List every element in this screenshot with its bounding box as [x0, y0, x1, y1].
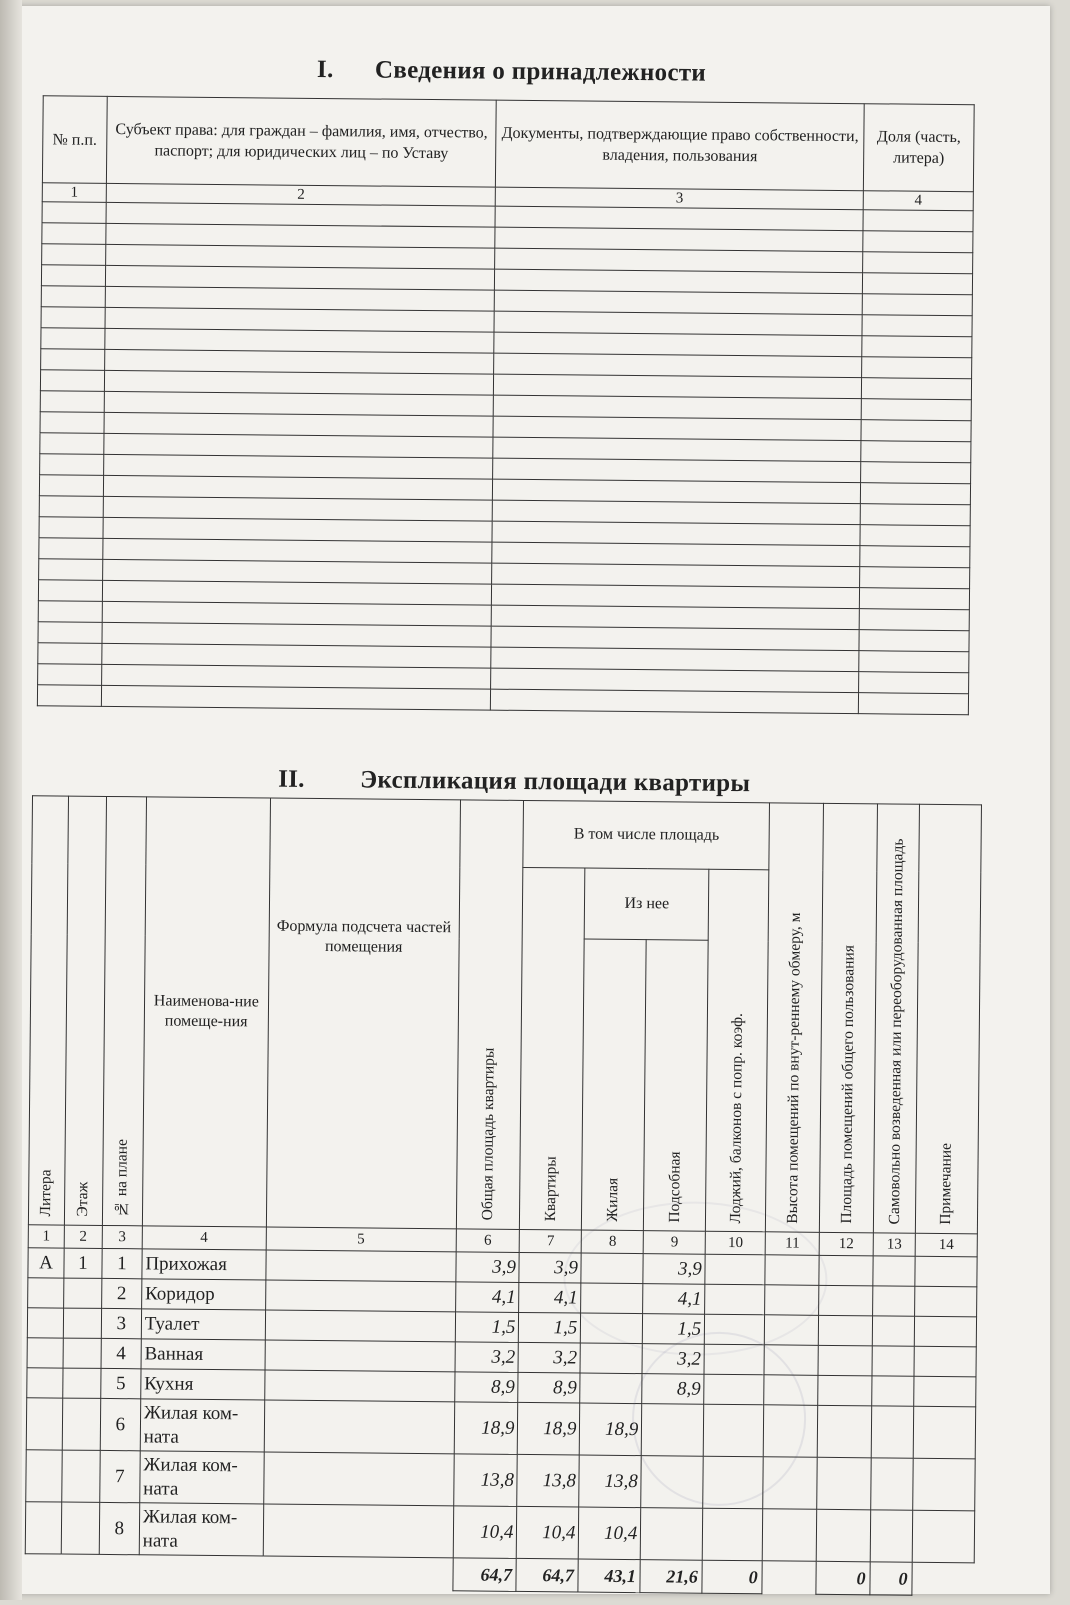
header-plan-no: № на плане	[102, 796, 146, 1225]
plan-no-cell: 2	[102, 1278, 142, 1308]
ownership-cell	[859, 651, 969, 673]
section2-heading	[278, 766, 750, 799]
ownership-cell	[39, 496, 103, 518]
formula-cell	[266, 1250, 456, 1282]
common-cell	[819, 1255, 873, 1286]
self-built-cell	[873, 1256, 915, 1286]
apartment-area-cell: 1,5	[519, 1312, 581, 1343]
self-built-cell	[871, 1458, 913, 1510]
header-common-area: Площадь помещений общего пользования	[819, 803, 877, 1232]
floor-cell	[63, 1368, 101, 1398]
living-area-cell	[580, 1343, 642, 1374]
formula-cell	[263, 1452, 453, 1506]
document-page	[20, 0, 1035, 1605]
loggia-cell	[704, 1374, 764, 1405]
height-cell	[764, 1345, 818, 1376]
common-cell	[816, 1509, 870, 1562]
common-cell	[818, 1375, 872, 1406]
aux-area-cell: 1,5	[643, 1314, 705, 1345]
apartment-area-cell: 10,4	[517, 1506, 579, 1559]
loggia-cell	[705, 1254, 765, 1285]
floor-cell	[63, 1308, 101, 1338]
ownership-cell	[41, 328, 105, 350]
height-cell	[762, 1509, 816, 1562]
ownership-cell	[40, 370, 104, 392]
height-cell	[764, 1315, 818, 1346]
ownership-cell	[39, 538, 103, 560]
ownership-cell	[38, 643, 102, 665]
ownership-cell	[491, 689, 859, 714]
plan-no-cell: 5	[101, 1368, 141, 1398]
room-name-cell: Кухня	[141, 1369, 265, 1400]
header-documents: Документы, подтверждающие право собственности, владения, пользования	[496, 100, 864, 191]
apartment-area-cell: 18,9	[518, 1402, 580, 1455]
living-area-cell	[581, 1313, 643, 1344]
ownership-cell	[859, 672, 969, 694]
col-num: 11	[765, 1232, 819, 1256]
ownership-cell	[861, 420, 971, 442]
total-area-cell: 4,1	[455, 1282, 519, 1313]
room-name-cell: Жилая ком-ната	[140, 1399, 264, 1452]
ownership-cell	[861, 399, 971, 421]
floor-cell	[64, 1278, 102, 1308]
ownership-cell	[41, 349, 105, 371]
ownership-cell	[859, 630, 969, 652]
room-name-cell: Жилая ком-ната	[140, 1451, 264, 1504]
header-formula: Формула подсчета частей помещения	[266, 798, 460, 1229]
ownership-cell	[42, 244, 106, 266]
litera-cell	[28, 1278, 64, 1308]
ownership-cell	[861, 462, 971, 484]
apartment-area-sum: 64,7	[516, 1558, 578, 1592]
ownership-cell	[40, 391, 104, 413]
litera-cell	[27, 1368, 63, 1398]
ownership-cell	[860, 483, 970, 505]
header-including-area: В том числе площадь	[523, 800, 769, 869]
header-loggia: Лоджий, балконов с попр. коэф.	[706, 869, 769, 1232]
ownership-cell	[860, 567, 970, 589]
ownership-cell	[860, 546, 970, 568]
page-edge	[0, 0, 22, 1600]
total-area-cell: 8,9	[454, 1372, 518, 1403]
room-name-cell: Коридор	[141, 1279, 265, 1310]
ownership-cell	[859, 588, 969, 610]
note-cell	[915, 1286, 977, 1317]
ownership-cell	[39, 559, 103, 581]
ownership-cell	[862, 336, 972, 358]
header-aux: Подсобная	[644, 940, 709, 1232]
height-cell	[765, 1285, 819, 1316]
formula-cell	[265, 1310, 455, 1342]
height-cell	[763, 1405, 817, 1458]
apartment-area-cell: 3,9	[519, 1252, 581, 1283]
col-num: 3	[102, 1225, 142, 1248]
ownership-cell	[860, 525, 970, 547]
ownership-cell	[860, 504, 970, 526]
room-name-cell: Жилая ком-ната	[139, 1503, 263, 1556]
plan-no-cell: 4	[101, 1338, 141, 1368]
header-share: Доля (часть, литера)	[863, 104, 974, 192]
ownership-cell	[40, 454, 104, 476]
header-subject: Субъект права: для граждан – фамилия, имя, отчество, паспорт; для юридических лиц – по Уставу	[106, 96, 496, 187]
floor-cell	[62, 1450, 100, 1502]
ownership-cell	[42, 202, 106, 224]
section1-title: Сведения о принадлежности	[374, 56, 707, 87]
litera-cell	[26, 1450, 62, 1502]
litera-cell: А	[28, 1248, 64, 1278]
apartment-area-cell: 8,9	[518, 1372, 580, 1403]
ownership-table	[37, 95, 975, 715]
ownership-empty-rows	[37, 202, 973, 715]
height-cell	[763, 1457, 817, 1510]
col-num: 6	[456, 1229, 520, 1253]
common-cell	[818, 1345, 872, 1376]
self-built-area-sum: 0	[870, 1562, 912, 1595]
section2-title: Экспликация площади квартиры	[360, 766, 751, 798]
loggia-cell	[702, 1508, 762, 1561]
common-cell	[817, 1405, 871, 1458]
room-name-cell: Туалет	[141, 1309, 265, 1340]
formula-cell	[264, 1370, 454, 1402]
plan-no-cell: 8	[99, 1502, 139, 1554]
litera-cell	[27, 1308, 63, 1338]
living-area-sum: 43,1	[578, 1559, 640, 1593]
header-total-area: Общая площадь квартиры	[456, 800, 524, 1230]
ownership-cell	[40, 412, 104, 434]
ownership-cell	[38, 601, 102, 623]
loggia-area-sum: 0	[702, 1560, 762, 1594]
ownership-cell	[863, 231, 973, 253]
room-row	[25, 1502, 974, 1563]
aux-area-cell	[641, 1508, 703, 1561]
aux-area-cell: 4,1	[643, 1284, 705, 1315]
formula-cell	[265, 1340, 455, 1372]
header-litera: Литера	[28, 796, 68, 1225]
floor-cell	[61, 1502, 99, 1554]
note-cell	[912, 1510, 975, 1563]
note-cell	[913, 1458, 976, 1511]
total-area-cell: 3,9	[455, 1252, 519, 1283]
note-cell	[914, 1376, 976, 1407]
formula-cell	[265, 1280, 455, 1312]
common-cell	[819, 1285, 873, 1316]
ownership-cell	[861, 441, 971, 463]
litera-cell	[25, 1502, 61, 1554]
ownership-cell	[863, 252, 973, 274]
room-row	[26, 1398, 975, 1459]
self-built-cell	[872, 1376, 914, 1406]
living-area-cell: 13,8	[579, 1455, 641, 1508]
plan-no-cell: 3	[101, 1308, 141, 1338]
aux-area-cell: 3,2	[642, 1344, 704, 1375]
height-cell	[764, 1375, 818, 1406]
header-note: Примечание	[915, 804, 981, 1234]
ownership-cell	[862, 273, 972, 295]
loggia-cell	[705, 1284, 765, 1315]
total-area-cell: 1,5	[455, 1312, 519, 1343]
total-area-cell: 3,2	[455, 1342, 519, 1373]
total-area-cell: 13,8	[453, 1454, 517, 1507]
note-cell	[915, 1256, 977, 1287]
self-built-cell	[871, 1406, 913, 1458]
header-pp-number: № п.п.	[42, 96, 107, 184]
ownership-cell	[38, 580, 102, 602]
col-num: 13	[873, 1233, 915, 1256]
ownership-cell	[41, 286, 105, 308]
plan-no-cell: 7	[100, 1450, 140, 1502]
ownership-cell	[40, 433, 104, 455]
aux-area-cell	[641, 1456, 703, 1509]
section1-heading	[317, 56, 706, 88]
ownership-cell	[101, 685, 491, 710]
self-built-cell	[873, 1286, 915, 1316]
apartment-area-cell: 4,1	[519, 1282, 581, 1313]
aux-area-cell: 3,9	[643, 1254, 705, 1285]
common-cell	[817, 1457, 871, 1510]
apartment-area-cell: 13,8	[517, 1454, 579, 1507]
floor-cell	[63, 1338, 101, 1368]
ownership-cell	[858, 693, 968, 715]
ownership-header-row	[42, 96, 974, 192]
header-apartment: Квартиры	[520, 867, 585, 1230]
aux-area-sum: 21,6	[640, 1560, 702, 1594]
loggia-cell	[703, 1404, 763, 1457]
aux-area-cell: 8,9	[642, 1374, 704, 1405]
explication-rows	[25, 1248, 977, 1563]
ownership-cell	[862, 294, 972, 316]
self-built-cell	[870, 1510, 912, 1562]
self-built-cell	[872, 1346, 914, 1376]
aux-area-cell	[642, 1404, 704, 1457]
height-cell	[765, 1255, 819, 1286]
explication-header-row-1	[32, 796, 982, 872]
col-num: 5	[266, 1227, 456, 1252]
common-area-sum: 0	[816, 1561, 870, 1595]
header-self-built: Самовольно возведенная или переоборудованная площадь	[873, 804, 919, 1233]
ownership-cell	[859, 609, 969, 631]
ownership-cell	[862, 357, 972, 379]
note-cell	[914, 1316, 976, 1347]
ownership-cell	[862, 315, 972, 337]
header-living: Жилая	[582, 939, 647, 1231]
ownership-cell	[41, 307, 105, 329]
ownership-cell	[39, 517, 103, 539]
col-num: 2	[64, 1225, 102, 1248]
room-name-cell: Ванная	[141, 1339, 265, 1370]
plan-no-cell: 6	[100, 1398, 140, 1450]
common-cell	[818, 1315, 872, 1346]
col-num: 1	[28, 1225, 64, 1248]
col-num: 12	[819, 1232, 873, 1256]
ownership-cell	[39, 475, 103, 497]
section1-number: I.	[316, 55, 334, 84]
ownership-cell	[38, 664, 102, 686]
header-floor: Этаж	[64, 796, 106, 1225]
ownership-cell	[38, 622, 102, 644]
col-num: 7	[520, 1229, 582, 1253]
loggia-cell	[703, 1456, 763, 1509]
section2-number: II.	[278, 765, 305, 793]
total-area-cell: 18,9	[454, 1402, 518, 1455]
header-of-it: Из нее	[585, 868, 710, 940]
total-area-cell: 10,4	[453, 1506, 517, 1559]
header-room-name: Наименова-ние помеще-ния	[142, 797, 270, 1227]
self-built-cell	[872, 1316, 914, 1346]
col-num: 10	[705, 1231, 765, 1255]
formula-cell	[264, 1400, 454, 1454]
col-num: 3	[496, 187, 864, 210]
room-name-cell: Прихожая	[142, 1249, 266, 1280]
plan-no-cell: 1	[102, 1248, 142, 1278]
col-num: 14	[915, 1233, 977, 1257]
ownership-cell	[42, 223, 106, 245]
loggia-cell	[705, 1314, 765, 1345]
col-num: 4	[142, 1226, 266, 1250]
loggia-cell	[704, 1344, 764, 1375]
col-num: 8	[582, 1230, 644, 1254]
col-num: 9	[643, 1231, 705, 1255]
note-cell	[914, 1346, 976, 1377]
ownership-cell	[861, 378, 971, 400]
col-num: 2	[106, 183, 496, 206]
ownership-cell	[41, 265, 105, 287]
formula-cell	[263, 1504, 453, 1558]
floor-cell: 1	[64, 1248, 102, 1278]
room-row	[26, 1450, 975, 1511]
living-area-cell: 10,4	[579, 1507, 641, 1560]
ownership-cell	[863, 210, 973, 232]
living-area-cell	[581, 1283, 643, 1314]
note-cell	[913, 1406, 976, 1459]
ownership-cell	[37, 685, 101, 707]
living-area-cell	[581, 1253, 643, 1284]
litera-cell	[26, 1398, 62, 1450]
col-num: 4	[863, 191, 973, 211]
explication-table	[24, 795, 982, 1596]
apartment-area-cell: 3,2	[518, 1342, 580, 1373]
total-area-sum: 64,7	[452, 1558, 516, 1592]
living-area-cell: 18,9	[580, 1403, 642, 1456]
col-num: 1	[42, 183, 106, 203]
header-height: Высота помещений по внут-реннему обмеру, м	[766, 803, 824, 1232]
living-area-cell	[580, 1373, 642, 1404]
floor-cell	[62, 1398, 100, 1450]
litera-cell	[27, 1338, 63, 1368]
